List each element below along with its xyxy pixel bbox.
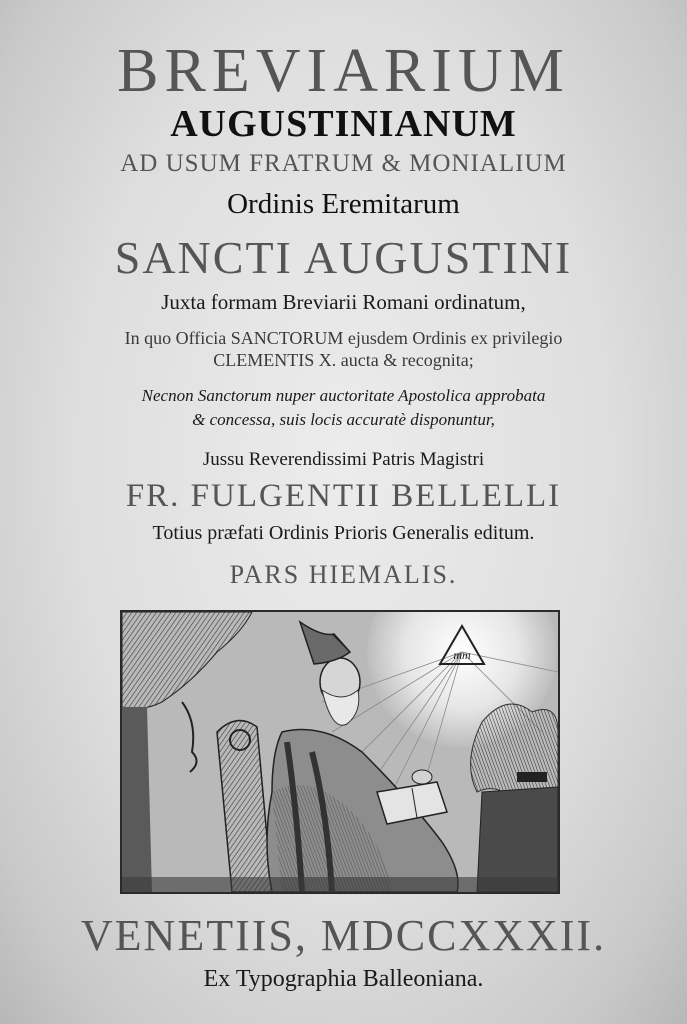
description-clementis: CLEMENTIS X. aucta & recognita; <box>213 350 474 370</box>
imprint-printer: Ex Typographia Balleoniana. <box>203 966 484 992</box>
curtain-column <box>122 707 152 892</box>
desk <box>477 787 558 892</box>
title-augustinianum: AUGUSTINIANUM <box>170 103 517 145</box>
volume-part: PARS HIEMALIS. <box>229 560 458 589</box>
subtitle-ordinis: Ordinis Eremitarum <box>227 188 460 220</box>
inkwell <box>517 772 547 782</box>
engraving-illustration <box>120 610 560 894</box>
description-jussu: Jussu Reverendissimi Patris Magistri <box>202 449 485 470</box>
description-juxta: Juxta formam Breviarii Romani ordinatum, <box>161 290 526 314</box>
editor-name: FR. FULGENTII BELLELLI <box>125 478 562 514</box>
description-concessa: & concessa, suis locis accuratè disponuntur, <box>192 410 495 429</box>
subtitle-sancti-augustini: SANCTI AUGUSTINI <box>114 232 573 283</box>
triangle-text: mm <box>453 648 471 662</box>
description-necnon: Necnon Sanctorum nuper auctoritate Apostolica approbata <box>141 386 546 405</box>
engraving-svg <box>122 612 558 892</box>
imprint-place-date: VENETIIS, MDCCXXXII. <box>80 911 607 960</box>
description-in-quo: In quo Officia SANCTORUM ejusdem Ordinis ex privilegio <box>124 328 563 348</box>
title-breviarium: BREVIARIUM <box>117 37 570 105</box>
subtitle-ad-usum: AD USUM FRATRUM & MONIALIUM <box>120 150 567 177</box>
editor-role: Totius præfati Ordinis Prioris Generalis editum. <box>152 522 535 544</box>
